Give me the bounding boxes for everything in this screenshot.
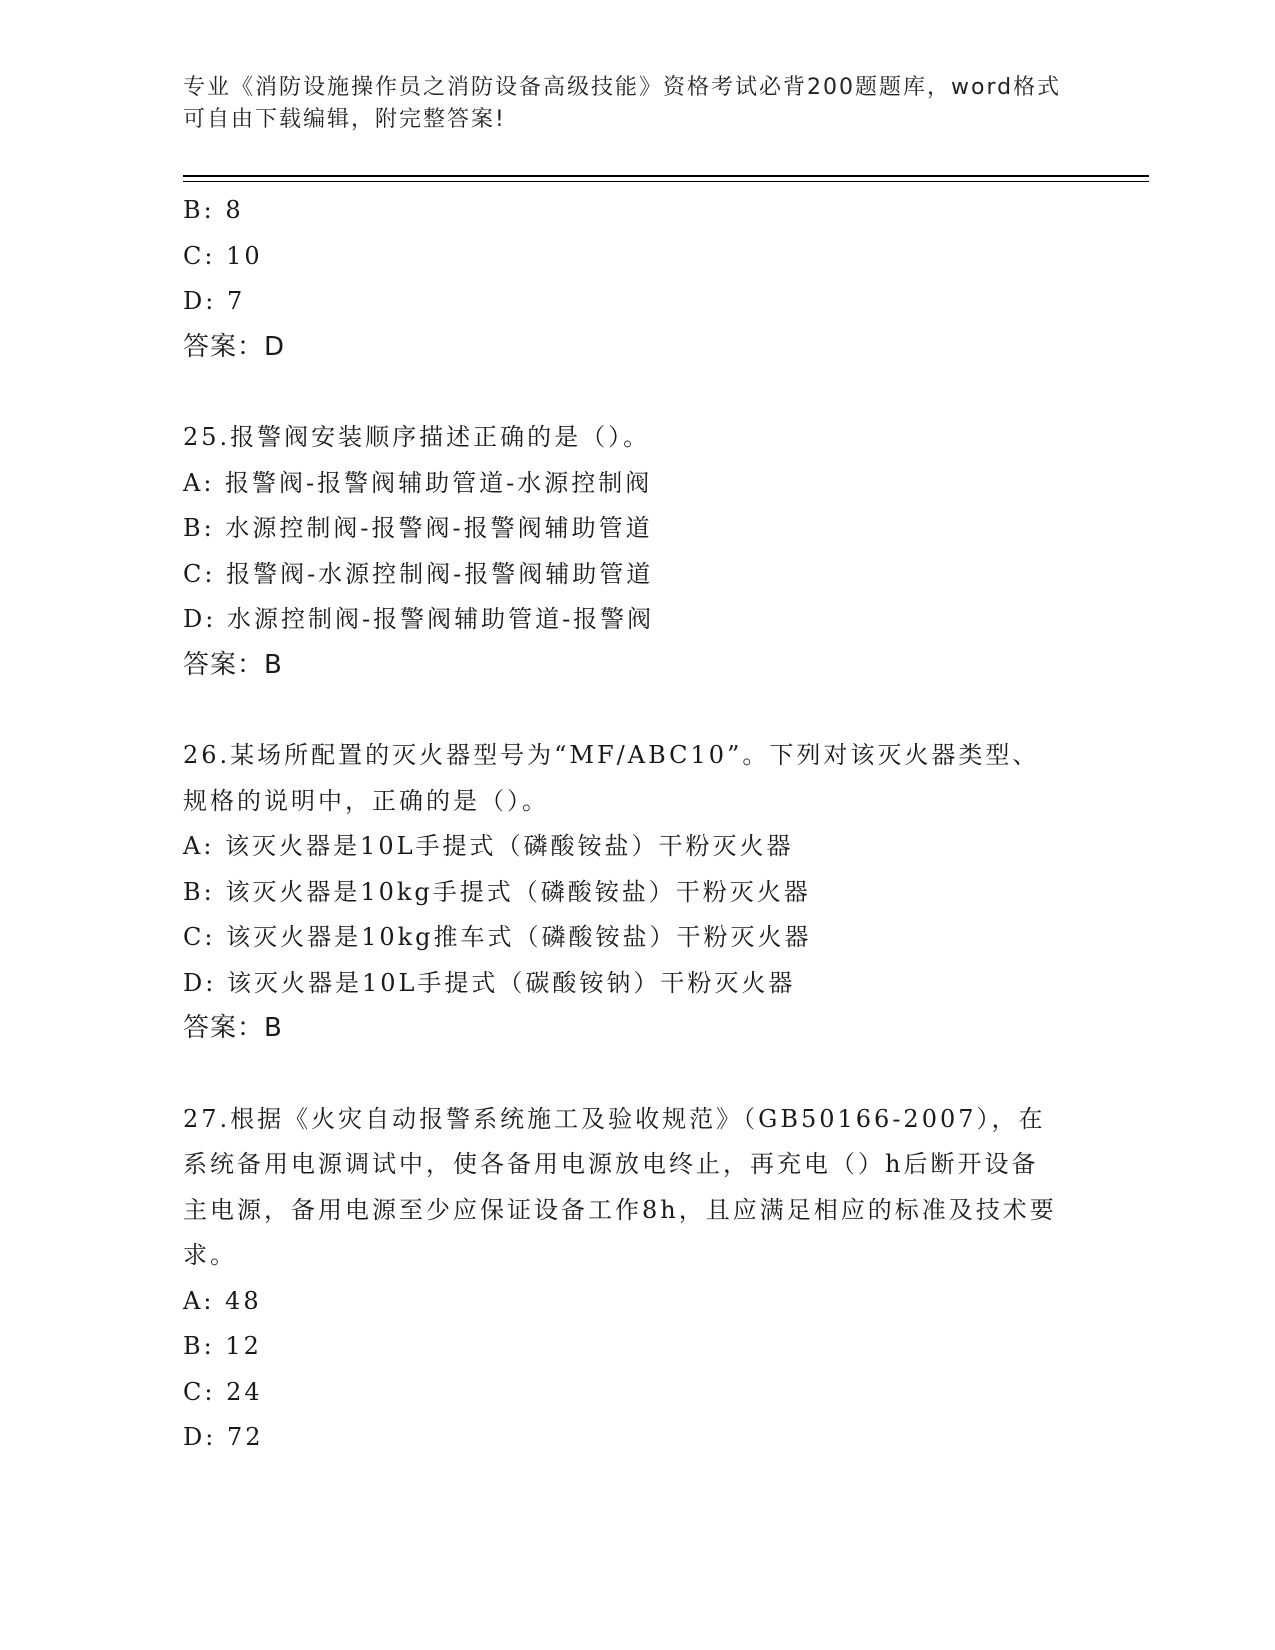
- header-rule-thick: [183, 175, 1149, 177]
- option-b: B: 水源控制阀-报警阀-报警阀辅助管道: [183, 514, 653, 542]
- answer-line: 答案：D: [183, 331, 286, 362]
- header-rule-thin: [183, 181, 1149, 182]
- option-c: C: 10: [183, 241, 263, 270]
- option-b: B: 8: [183, 196, 244, 224]
- question-25: [183, 415, 1083, 688]
- option-d: D: 水源控制阀-报警阀辅助管道-报警阀: [183, 605, 655, 633]
- option-d: D: 72: [183, 1423, 264, 1451]
- option-b: B: 该灭火器是10kg手提式（磷酸铵盐）干粉灭火器: [183, 877, 811, 906]
- option-b: B: 12: [183, 1332, 262, 1360]
- document-header: 专业《消防设施操作员之消防设备高级技能》资格考试必背200题题库，word格式可自由下载编辑，附完整答案!: [183, 75, 1062, 132]
- answer-line: 答案：B: [183, 649, 283, 680]
- option-a: A: 报警阀-报警阀辅助管道-水源控制阀: [183, 468, 653, 497]
- question-26: [183, 733, 1083, 1052]
- answer-line: 答案：B: [183, 1013, 283, 1043]
- option-d: D: 该灭火器是10L手提式（碳酸铵钠）干粉灭火器: [183, 968, 796, 997]
- question-24-tail: [183, 188, 1083, 370]
- question-list: [183, 188, 1083, 1461]
- option-c: C: 24: [183, 1377, 263, 1406]
- option-d: D: 7: [183, 287, 246, 315]
- option-c: C: 该灭火器是10kg推车式（磷酸铵盐）干粉灭火器: [183, 923, 812, 951]
- question-27: [183, 1097, 1083, 1461]
- question-stem: 27.根据《火灾自动报警系统施工及验收规范》（GB50166-2007），在系统备用电源调试中，使各备用电源放电终止，再充电（）h后断开设备主电源，备用电源至少应保证设备工作8h，且应满足相应的标准及技术要求。: [183, 1104, 1057, 1269]
- question-stem: 26.某场所配置的灭火器型号为“MF/ABC10”。下列对该灭火器类型、规格的说明中，正确的是（）。: [183, 741, 1040, 815]
- option-a: A: 48: [183, 1286, 262, 1315]
- question-stem: 25.报警阀安装顺序描述正确的是（）。: [183, 423, 651, 451]
- option-a: A: 该灭火器是10L手提式（磷酸铵盐）干粉灭火器: [183, 832, 794, 860]
- option-c: C: 报警阀-水源控制阀-报警阀辅助管道: [183, 559, 654, 588]
